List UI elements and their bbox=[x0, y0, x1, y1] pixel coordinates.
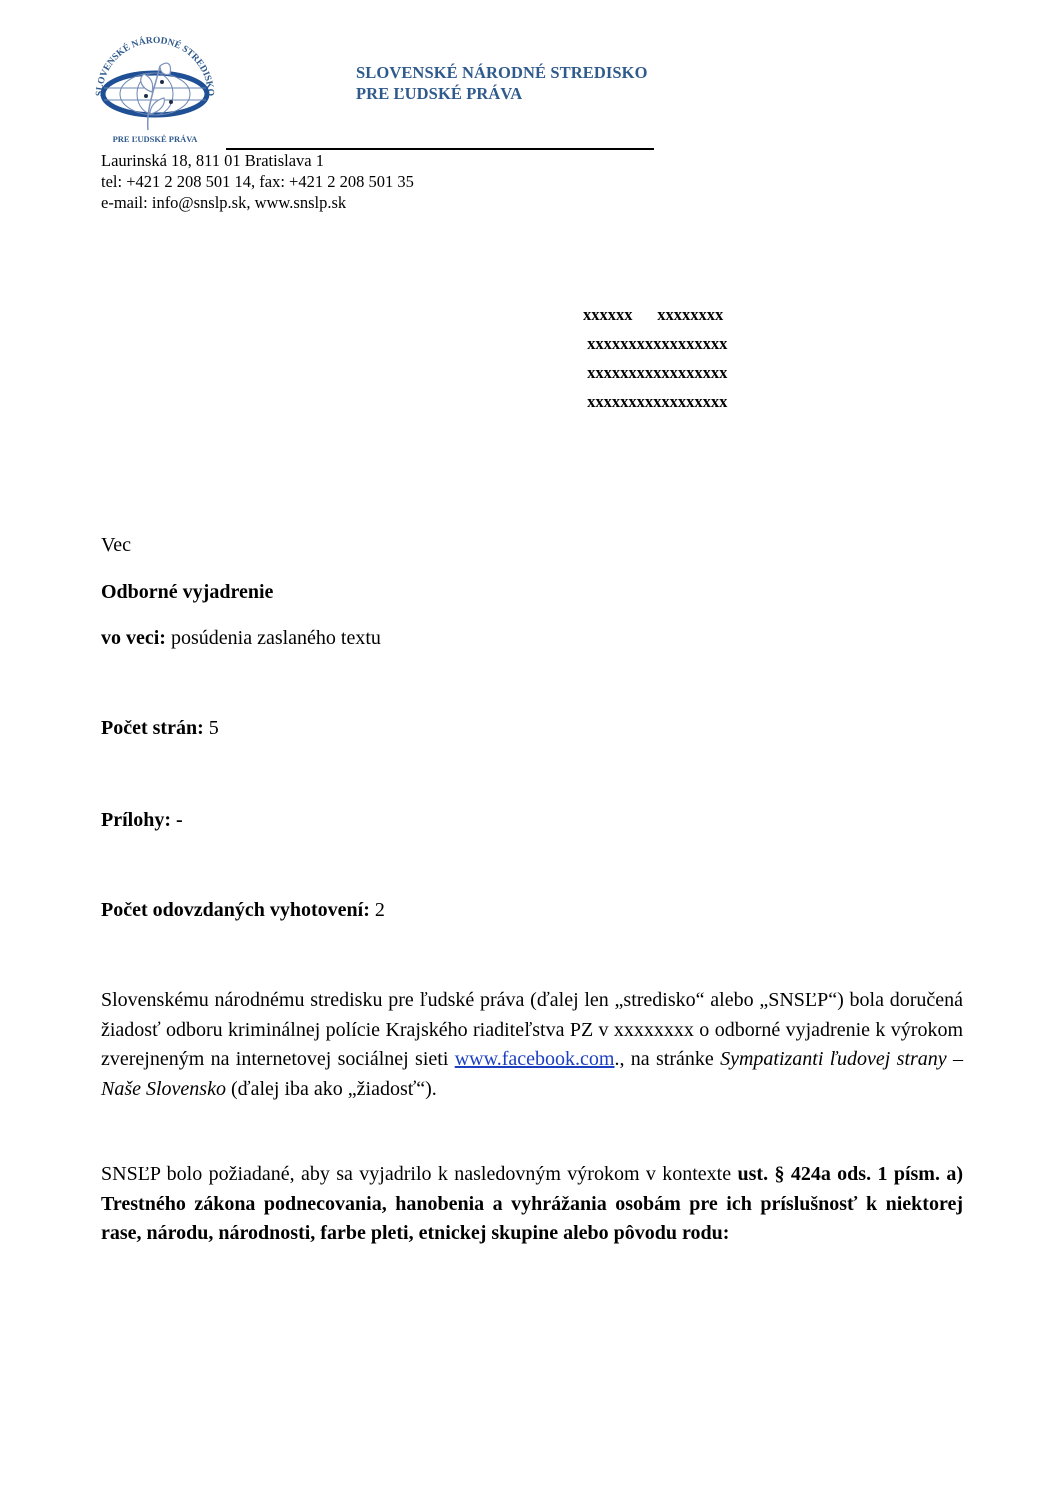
recipient-line: xxxxxxxxxxxxxxxxx bbox=[583, 363, 728, 382]
paragraph-text: SNSĽP bolo požiadané, aby sa vyjadrilo k nasledovným výrokom v kontexte bbox=[101, 1163, 738, 1185]
subject-label: Vec bbox=[101, 534, 131, 556]
body-paragraph-2 bbox=[101, 1160, 963, 1249]
page-count bbox=[101, 716, 219, 740]
paragraph-text: Slovenskému národnému stredisku pre ľudské práva (ďalej len „stredisko“ alebo „SNSĽP“) bola doručená žiadosť odboru kriminálnej polície Krajského riaditeľstva PZ v xxxxxxxx o odborné vyjadrenie k výrokom zverejneným na internetovej sociálnej sieti bbox=[101, 989, 963, 1070]
address: Laurinská 18, 811 01 Bratislava 1 bbox=[101, 151, 325, 170]
recipient-line: xxxxxxxxxxxxxxxxx bbox=[583, 334, 728, 353]
legal-reference: ust. § 424a ods. 1 písm. a) Trestného zákona podnecovania, hanobenia a vyhrážania osobám pre ich príslušnosť k niektorej rase, národu, národnosti, farbe pleti, etnickej skupine alebo pôvodu rodu: bbox=[101, 1163, 963, 1244]
page-name: Sympatizanti ľudovej strany – Naše Slovensko bbox=[101, 1048, 963, 1100]
copies-count bbox=[101, 898, 385, 922]
organization-title-line2: PRE ĽUDSKÉ PRÁVA bbox=[356, 84, 523, 103]
logo-bottom-text: PRE ĽUDSKÉ PRÁVA bbox=[112, 134, 198, 144]
facebook-link[interactable]: www.facebook.com bbox=[454, 1048, 615, 1070]
copies-count-value: 2 bbox=[369, 899, 385, 921]
email-web: e-mail: info@snslp.sk, www.snslp.sk bbox=[101, 193, 347, 212]
recipient-line: xxxxxxxxxxxxxxxxx bbox=[583, 392, 728, 411]
paragraph-text: (ďalej iba ako „žiadosť“). bbox=[225, 1077, 437, 1100]
subject-line bbox=[101, 626, 381, 650]
organization-logo bbox=[88, 30, 222, 146]
subject-line-value: posúdenia zaslaného textu bbox=[165, 627, 381, 649]
contact-info bbox=[101, 150, 414, 213]
attachments-label: Prílohy: bbox=[101, 809, 171, 831]
document-title: Odborné vyjadrenie bbox=[101, 581, 274, 603]
page-count-value: 5 bbox=[203, 717, 219, 739]
logo-top-text: SLOVENSKÉ NÁRODNÉ STREDISKO bbox=[94, 35, 216, 97]
page-count-label: Počet strán: bbox=[101, 717, 204, 739]
attachments-value: - bbox=[171, 809, 183, 831]
organization-title bbox=[356, 62, 648, 104]
phone-fax: tel: +421 2 208 501 14, fax: +421 2 208 501 35 bbox=[101, 172, 414, 191]
paragraph-text: ., na stránke bbox=[614, 1048, 721, 1070]
svg-text:SLOVENSKÉ NÁRODNÉ STREDISKO bbox=[95, 35, 215, 97]
subject-line-label: vo veci: bbox=[101, 627, 166, 649]
organization-title-line1: SLOVENSKÉ NÁRODNÉ STREDISKO bbox=[356, 63, 648, 82]
recipient-address bbox=[583, 300, 727, 416]
body-paragraph-1 bbox=[101, 986, 963, 1104]
recipient-line: xxxxxx xxxxxxxx bbox=[583, 305, 724, 324]
copies-count-label: Počet odovzdaných vyhotovení: bbox=[101, 899, 370, 921]
attachments bbox=[101, 808, 183, 832]
